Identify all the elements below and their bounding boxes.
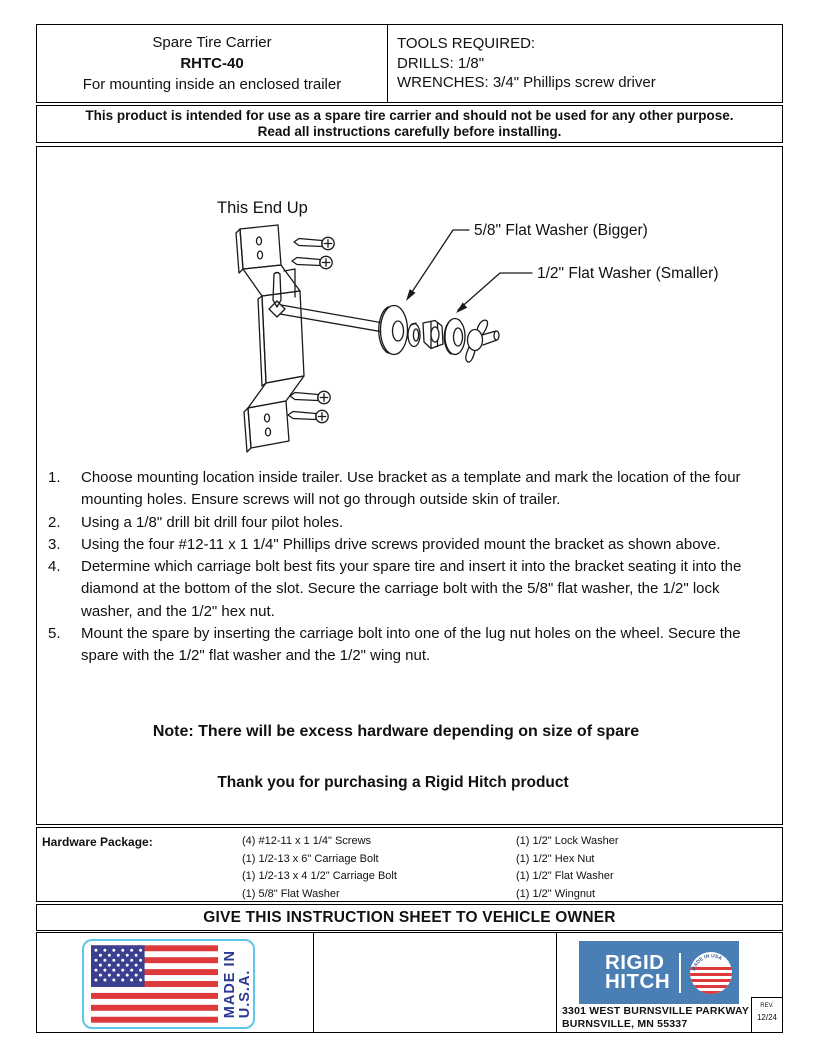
product-subtitle: For mounting inside an enclosed trailer: [82, 76, 342, 93]
leader-line-big-washer: [408, 230, 469, 298]
warning-line-2: Read all instructions carefully before installing.: [257, 124, 562, 139]
hardware-column-1: [242, 833, 397, 903]
screw-icon: [290, 391, 330, 403]
hardware-item: (1) 1/2" Lock Washer: [516, 835, 619, 847]
instruction-list: [37, 467, 782, 668]
footer-brand-cell: [557, 933, 782, 1032]
excess-hardware-note: Note: There will be excess hardware depending on size of spare: [152, 723, 640, 740]
hardware-package-label: Hardware Package:: [42, 835, 153, 849]
screw-icon: [288, 410, 328, 422]
model-number: RHTC-40: [180, 55, 244, 72]
callout-small-washer: 1/2" Flat Washer (Smaller): [537, 265, 719, 282]
hardware-column-2: [516, 833, 619, 903]
instruction-step-3: 3. Using the four #12-11 x 1 1/4" Phillips drive screws provided mount the bracket as shown above.: [48, 535, 721, 553]
tools-drills: DRILLS: 1/8": [397, 54, 485, 72]
hardware-package: [36, 827, 783, 902]
rev-value: 12/24: [756, 1013, 778, 1022]
owner-banner: GIVE THIS INSTRUCTION SHEET TO VEHICLE OWNER: [36, 904, 783, 931]
hardware-item: (1) 1/2" Flat Washer: [516, 870, 614, 882]
header-title-block: [37, 25, 388, 102]
footer-made-in-cell: [37, 933, 314, 1032]
hardware-item: (1) 1/2" Wingnut: [516, 887, 596, 900]
footer: [36, 932, 783, 1033]
instruction-step-5: 5. Mount the spare by inserting the carriage bolt into one of the lug nut holes on the wheel. Secure the spare with the 1/2" flat washer and the 1/2" wing nut.: [48, 625, 741, 665]
tools-heading: TOOLS REQUIRED:: [397, 35, 536, 53]
made-in-usa-badge: [82, 939, 255, 1029]
usa-emblem-icon: [688, 950, 734, 996]
main-content: [36, 146, 783, 825]
instruction-sheet: [36, 24, 783, 1033]
hex-nut-icon: [423, 321, 443, 349]
warning-line-1: This product is intended for use as a spare tire carrier and should not be used for any other purpose.: [85, 107, 734, 123]
company-address: 3301 WEST BURNSVILLE PARKWAY BURNSVILLE, MN 55337: [562, 1005, 750, 1030]
leader-line-small-washer: [458, 273, 532, 310]
tools-required-block: [388, 25, 782, 102]
screw-icon: [292, 256, 332, 268]
instruction-step-2: 2. Using a 1/8" drill bit drill four pilot holes.: [48, 513, 344, 531]
screw-icon: [294, 237, 334, 249]
hardware-item: (4) #12-11 x 1 1/4" Screws: [242, 835, 372, 847]
us-flag-icon: [91, 945, 218, 1023]
rigid-hitch-wordmark: RIGID HITCH: [605, 951, 671, 993]
product-title: Spare Tire Carrier: [152, 34, 272, 51]
big-flat-washer-icon: [379, 306, 408, 355]
wing-nut-icon: [466, 320, 499, 362]
svg-text:MADE IN USA: MADE IN USA: [691, 952, 724, 972]
hardware-item: (1) 1/2-13 x 4 1/2" Carriage Bolt: [242, 870, 397, 882]
hardware-item: (1) 1/2" Hex Nut: [516, 852, 595, 865]
revision-box: [751, 997, 782, 1032]
thank-you-message: Thank you for purchasing a Rigid Hitch product: [217, 774, 569, 791]
rev-label: REV.: [760, 1003, 774, 1009]
instruction-step-1: 1. Choose mounting location inside trailer. Use bracket as a template and mark the location of the four mounting holes. Ensure screws will not go through outside skin of trailer.: [48, 469, 741, 509]
callout-big-washer: 5/8" Flat Washer (Bigger): [474, 222, 648, 239]
arrowhead-icon: [406, 289, 416, 301]
hardware-item: (1) 1/2-13 x 6" Carriage Bolt: [242, 852, 379, 865]
made-in-usa-text: MADE IN U.S.A.: [222, 949, 253, 1019]
logo-divider: [679, 953, 681, 993]
rigid-hitch-logo: [579, 941, 739, 1004]
small-flat-washer-icon: [444, 319, 465, 355]
tools-wrenches: WRENCHES: 3/4" Phillips screw driver: [397, 74, 656, 92]
lock-washer-icon: [408, 323, 420, 347]
instruction-step-4: 4. Determine which carriage bolt best fits your spare tire and insert it into the bracket seating it into the diamond at the bottom of the slot. Secure the carriage bolt with the 5/8" flat washer, the 1/2" lock washer, and the 1/2" hex nut.: [48, 558, 742, 620]
hardware-item: (1) 5/8" Flat Washer: [242, 887, 340, 900]
footer-empty-cell: [314, 933, 557, 1032]
assembly-diagram: [37, 147, 782, 465]
warning-banner: [36, 105, 783, 143]
orientation-label: This End Up: [217, 199, 308, 217]
header: [36, 24, 783, 103]
